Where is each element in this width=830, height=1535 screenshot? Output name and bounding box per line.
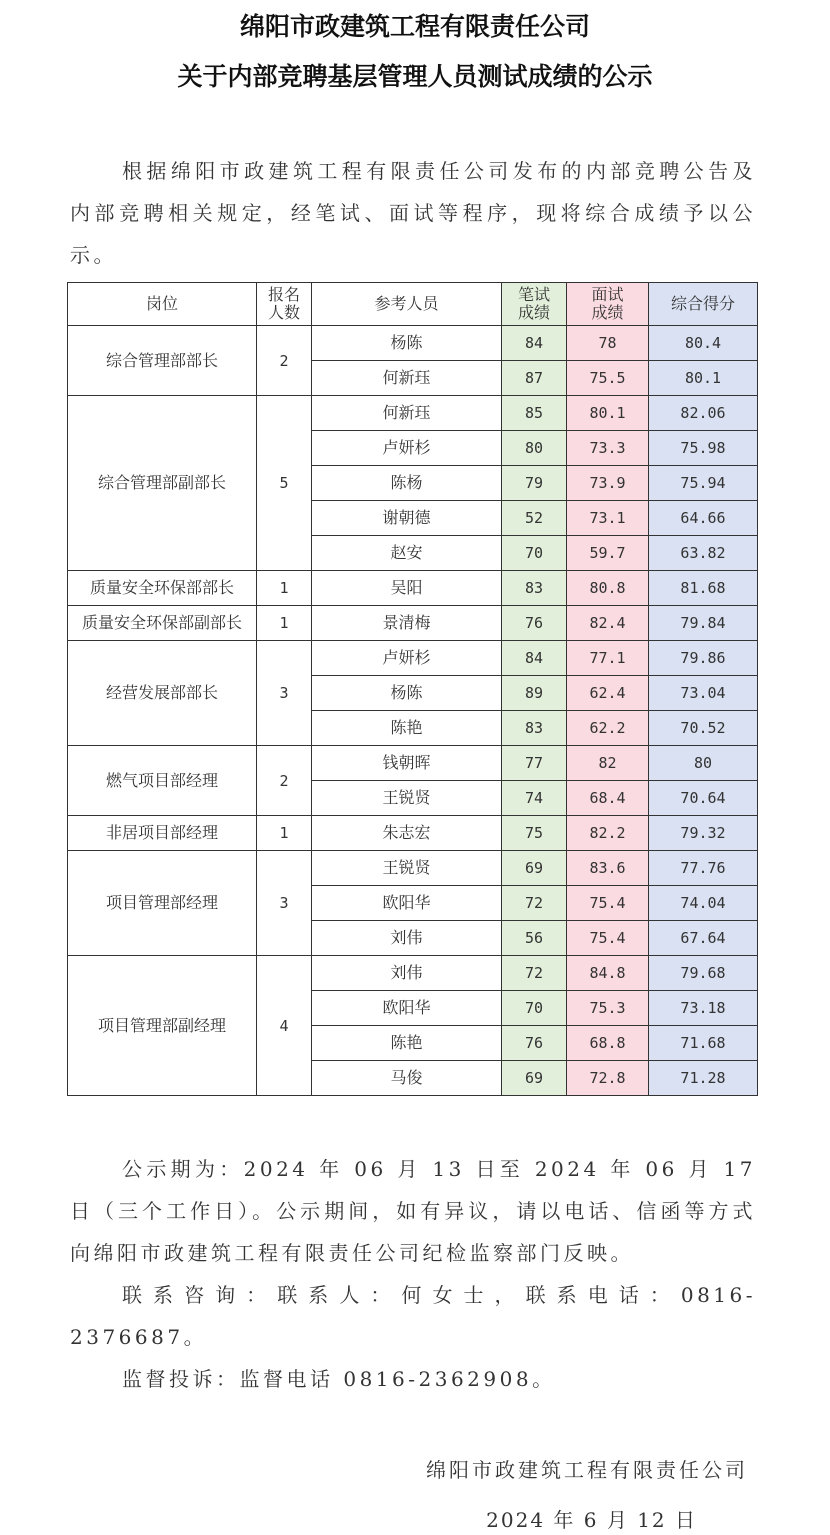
interview-score-cell: 82.2 xyxy=(567,816,649,851)
count-cell: 3 xyxy=(257,641,312,746)
interview-score-cell: 62.2 xyxy=(567,711,649,746)
title-line-1: 绵阳市政建筑工程有限责任公司 xyxy=(239,12,590,41)
candidate-cell: 刘伟 xyxy=(312,921,502,956)
table-row xyxy=(68,606,758,641)
header-total: 综合得分 xyxy=(649,283,758,326)
interview-score-cell: 73.3 xyxy=(567,431,649,466)
signature: 绵阳市政建筑工程有限责任公司 xyxy=(426,1458,748,1482)
written-score-cell: 56 xyxy=(502,921,567,956)
table-row xyxy=(68,851,758,886)
written-score-cell: 74 xyxy=(502,781,567,816)
candidate-cell: 吴阳 xyxy=(312,571,502,606)
total-score-cell: 81.68 xyxy=(649,571,758,606)
candidate-cell: 赵安 xyxy=(312,536,502,571)
interview-score-cell: 59.7 xyxy=(567,536,649,571)
total-score-cell: 74.04 xyxy=(649,886,758,921)
supervise-paragraph: 监督投诉：监督电话 0816-2362908。 xyxy=(122,1367,556,1391)
table-row xyxy=(68,816,758,851)
total-score-cell: 75.98 xyxy=(649,431,758,466)
candidate-cell: 陈艳 xyxy=(312,1026,502,1061)
interview-score-cell: 75.3 xyxy=(567,991,649,1026)
candidate-cell: 陈杨 xyxy=(312,466,502,501)
written-score-cell: 83 xyxy=(502,711,567,746)
candidate-cell: 谢朝德 xyxy=(312,501,502,536)
total-score-cell: 71.68 xyxy=(649,1026,758,1061)
candidate-cell: 马俊 xyxy=(312,1061,502,1096)
candidate-cell: 卢妍杉 xyxy=(312,641,502,676)
written-score-cell: 70 xyxy=(502,991,567,1026)
count-cell: 4 xyxy=(257,956,312,1096)
written-score-cell: 87 xyxy=(502,361,567,396)
total-score-cell: 79.32 xyxy=(649,816,758,851)
intro-paragraph: 根据绵阳市政建筑工程有限责任公司发布的内部竞聘公告及内部竞聘相关规定，经笔试、面试等程序，现将综合成绩予以公示。 xyxy=(70,159,756,267)
table-header-row xyxy=(68,283,758,326)
interview-score-cell: 68.8 xyxy=(567,1026,649,1061)
written-score-cell: 89 xyxy=(502,676,567,711)
interview-score-cell: 83.6 xyxy=(567,851,649,886)
count-cell: 1 xyxy=(257,606,312,641)
header-interview: 面试成绩 xyxy=(567,283,649,326)
candidate-cell: 欧阳华 xyxy=(312,886,502,921)
written-score-cell: 84 xyxy=(502,641,567,676)
total-score-cell: 80.1 xyxy=(649,361,758,396)
total-score-cell: 70.52 xyxy=(649,711,758,746)
written-score-cell: 69 xyxy=(502,851,567,886)
written-score-cell: 76 xyxy=(502,1026,567,1061)
candidate-cell: 杨陈 xyxy=(312,326,502,361)
count-cell: 3 xyxy=(257,851,312,956)
written-score-cell: 83 xyxy=(502,571,567,606)
total-score-cell: 71.28 xyxy=(649,1061,758,1096)
interview-score-cell: 82 xyxy=(567,746,649,781)
date: 2024 年 6 月 12 日 xyxy=(486,1508,697,1532)
candidate-cell: 何新珏 xyxy=(312,361,502,396)
written-score-cell: 52 xyxy=(502,501,567,536)
candidate-cell: 欧阳华 xyxy=(312,991,502,1026)
position-cell: 燃气项目部经理 xyxy=(68,746,257,816)
table-row xyxy=(68,956,758,991)
position-cell: 综合管理部副部长 xyxy=(68,396,257,571)
written-score-cell: 85 xyxy=(502,396,567,431)
candidate-cell: 钱朝晖 xyxy=(312,746,502,781)
written-score-cell: 76 xyxy=(502,606,567,641)
written-score-cell: 80 xyxy=(502,431,567,466)
written-score-cell: 75 xyxy=(502,816,567,851)
interview-score-cell: 84.8 xyxy=(567,956,649,991)
total-score-cell: 80 xyxy=(649,746,758,781)
period-paragraph: 公示期为：2024 年 06 月 13 日至 2024 年 06 月 17 日（三个工作日）。公示期间，如有异议，请以电话、信函等方式向绵阳市政建筑工程有限责任公司纪检监察部门反映。 xyxy=(70,1157,756,1265)
interview-score-cell: 75.4 xyxy=(567,886,649,921)
position-cell: 项目管理部副经理 xyxy=(68,956,257,1096)
total-score-cell: 73.04 xyxy=(649,676,758,711)
table-row xyxy=(68,571,758,606)
candidate-cell: 王锐贤 xyxy=(312,851,502,886)
written-score-cell: 72 xyxy=(502,956,567,991)
position-cell: 质量安全环保部副部长 xyxy=(68,606,257,641)
position-cell: 项目管理部经理 xyxy=(68,851,257,956)
score-table xyxy=(67,282,758,1096)
header-written: 笔试成绩 xyxy=(502,283,567,326)
total-score-cell: 79.86 xyxy=(649,641,758,676)
candidate-cell: 卢妍杉 xyxy=(312,431,502,466)
table-row xyxy=(68,746,758,781)
written-score-cell: 72 xyxy=(502,886,567,921)
candidate-cell: 陈艳 xyxy=(312,711,502,746)
interview-score-cell: 73.9 xyxy=(567,466,649,501)
total-score-cell: 70.64 xyxy=(649,781,758,816)
candidate-cell: 景清梅 xyxy=(312,606,502,641)
count-cell: 2 xyxy=(257,746,312,816)
total-score-cell: 75.94 xyxy=(649,466,758,501)
candidate-cell: 杨陈 xyxy=(312,676,502,711)
table-row xyxy=(68,326,758,361)
position-cell: 综合管理部部长 xyxy=(68,326,257,396)
interview-score-cell: 68.4 xyxy=(567,781,649,816)
written-score-cell: 79 xyxy=(502,466,567,501)
interview-score-cell: 73.1 xyxy=(567,501,649,536)
candidate-cell: 何新珏 xyxy=(312,396,502,431)
header-candidate: 参考人员 xyxy=(312,283,502,326)
count-cell: 1 xyxy=(257,571,312,606)
total-score-cell: 64.66 xyxy=(649,501,758,536)
count-cell: 2 xyxy=(257,326,312,396)
count-cell: 5 xyxy=(257,396,312,571)
written-score-cell: 84 xyxy=(502,326,567,361)
interview-score-cell: 75.5 xyxy=(567,361,649,396)
position-cell: 非居项目部经理 xyxy=(68,816,257,851)
header-count: 报名人数 xyxy=(257,283,312,326)
total-score-cell: 73.18 xyxy=(649,991,758,1026)
interview-score-cell: 80.1 xyxy=(567,396,649,431)
total-score-cell: 79.68 xyxy=(649,956,758,991)
total-score-cell: 67.64 xyxy=(649,921,758,956)
interview-score-cell: 78 xyxy=(567,326,649,361)
position-cell: 质量安全环保部部长 xyxy=(68,571,257,606)
interview-score-cell: 82.4 xyxy=(567,606,649,641)
total-score-cell: 80.4 xyxy=(649,326,758,361)
interview-score-cell: 72.8 xyxy=(567,1061,649,1096)
table-row xyxy=(68,641,758,676)
written-score-cell: 70 xyxy=(502,536,567,571)
candidate-cell: 朱志宏 xyxy=(312,816,502,851)
count-cell: 1 xyxy=(257,816,312,851)
title-line-2: 关于内部竞聘基层管理人员测试成绩的公示 xyxy=(177,62,653,91)
total-score-cell: 63.82 xyxy=(649,536,758,571)
header-position: 岗位 xyxy=(68,283,257,326)
written-score-cell: 77 xyxy=(502,746,567,781)
total-score-cell: 82.06 xyxy=(649,396,758,431)
candidate-cell: 刘伟 xyxy=(312,956,502,991)
candidate-cell: 王锐贤 xyxy=(312,781,502,816)
interview-score-cell: 75.4 xyxy=(567,921,649,956)
contact-paragraph: 联系咨询：联系人：何女士，联系电话：0816-2376687。 xyxy=(70,1283,756,1349)
interview-score-cell: 62.4 xyxy=(567,676,649,711)
position-cell: 经营发展部部长 xyxy=(68,641,257,746)
interview-score-cell: 77.1 xyxy=(567,641,649,676)
total-score-cell: 79.84 xyxy=(649,606,758,641)
total-score-cell: 77.76 xyxy=(649,851,758,886)
document-body xyxy=(70,150,756,1535)
written-score-cell: 69 xyxy=(502,1061,567,1096)
table-row xyxy=(68,396,758,431)
interview-score-cell: 80.8 xyxy=(567,571,649,606)
